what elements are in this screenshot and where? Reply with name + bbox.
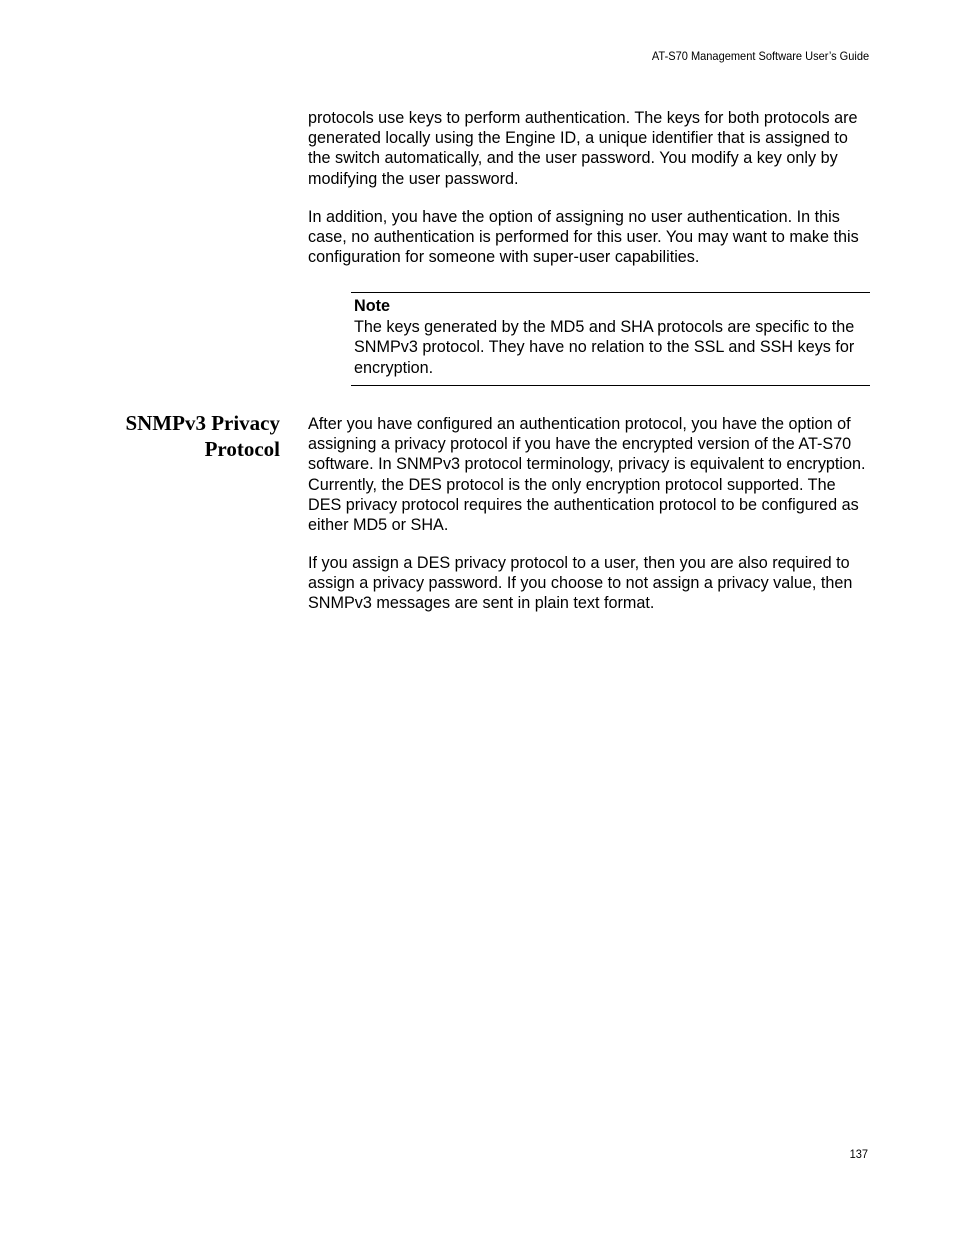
- note-title: Note: [354, 297, 390, 315]
- body-paragraph-des: [308, 553, 870, 614]
- note-text: The keys generated by the MD5 and SHA protocols are specific to the SNMPv3 protocol. They have no relation to the SSL and SSH keys for encryption.: [354, 317, 855, 377]
- paragraph-text: After you have configured an authentication protocol, you have the option of assigning a privacy protocol if you have the encrypted version of the AT-S70 software. In SNMPv3 protocol terminology, privacy is equivalent to encryption. Currently, the DES protocol is the only encryption protocol supported. The DES privacy protocol requires the authentication protocol to be configured as either MD5 or SHA.: [308, 415, 866, 535]
- section-heading-line: Protocol: [204, 437, 280, 461]
- section-heading: [80, 410, 280, 462]
- body-paragraph-no-auth: [308, 207, 870, 268]
- paragraph-text: In addition, you have the option of assigning no user authentication. In this case, no authentication is performed for this user. You may want to make this configuration for someone with super-user capabilities.: [308, 208, 859, 267]
- running-header: AT-S70 Management Software User’s Guide: [651, 49, 869, 63]
- body-paragraph-keys: [308, 108, 870, 189]
- section-heading-line: SNMPv3 Privacy: [125, 411, 280, 435]
- body-paragraph-privacy: [308, 414, 870, 535]
- paragraph-text: If you assign a DES privacy protocol to a user, then you are also required to assign a privacy password. If you choose to not assign a privacy value, then SNMPv3 messages are sent in plain text format.: [308, 554, 853, 613]
- page-number: 137: [849, 1147, 868, 1161]
- paragraph-text: protocols use keys to perform authentication. The keys for both protocols are generated locally using the Engine ID, a unique identifier that is assigned to the switch automatically, and the user password. You modify a key only by modifying the user password.: [308, 109, 858, 188]
- note-box: [351, 292, 870, 386]
